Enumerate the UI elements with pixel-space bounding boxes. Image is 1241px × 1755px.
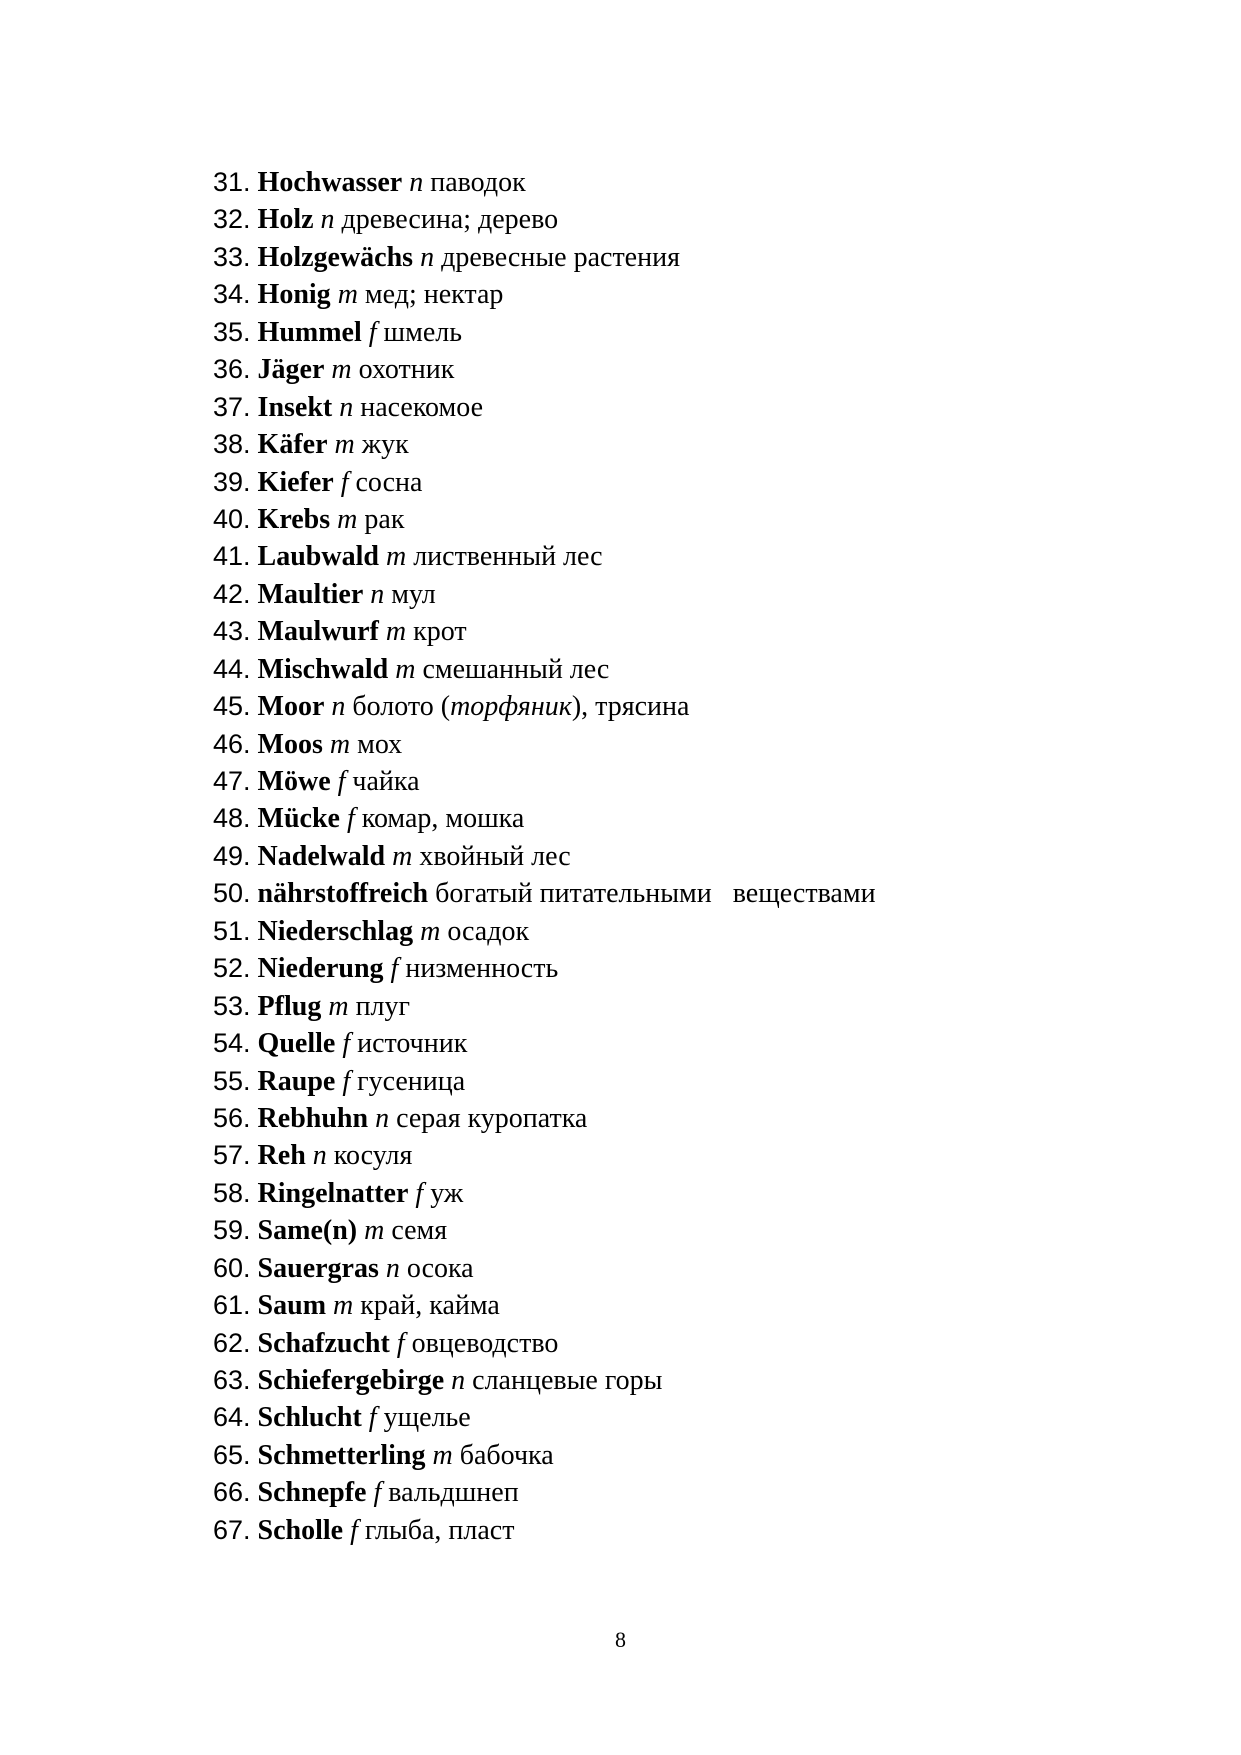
russian-translation: мул: [391, 578, 436, 610]
gender-marker: m: [392, 840, 413, 872]
russian-translation: гусеница: [357, 1065, 466, 1097]
german-word: Nadelwald: [257, 840, 386, 872]
german-word: Honig: [257, 279, 331, 311]
german-word: Niederschlag: [257, 915, 414, 947]
vocab-entry: [213, 1287, 876, 1324]
vocab-entry: [213, 538, 876, 575]
entry-number: 43.: [213, 616, 251, 647]
russian-translation: охотник: [358, 354, 455, 386]
entry-number: 44.: [213, 653, 251, 684]
entry-number: 42.: [213, 578, 251, 609]
gender-marker: n: [312, 1140, 327, 1172]
gender-marker: f: [415, 1177, 424, 1209]
gender-marker: m: [364, 1215, 385, 1247]
russian-translation: богатый питательными веществами: [435, 878, 876, 910]
russian-translation: уж: [430, 1177, 464, 1209]
gender-marker: n: [331, 691, 346, 723]
gender-marker: m: [385, 541, 407, 573]
vocab-entry: [213, 1325, 876, 1362]
gender-marker: f: [342, 1065, 351, 1097]
vocab-entry: [213, 351, 876, 388]
russian-translation: лиственный лес: [413, 541, 603, 573]
russian-translation: осадок: [447, 915, 530, 947]
russian-translation: насекомое: [360, 391, 483, 423]
vocab-entry: [213, 239, 876, 276]
entry-number: 59.: [213, 1215, 251, 1246]
russian-translation: серая куропатка: [396, 1102, 588, 1134]
gender-marker: n: [370, 578, 385, 610]
entry-number: 40.: [213, 503, 251, 534]
vocab-entry: [213, 1250, 876, 1287]
russian-translation: низменность: [405, 953, 559, 985]
vocab-entry: [213, 688, 876, 725]
entry-number: 49.: [213, 840, 251, 871]
german-word: Rebhuhn: [257, 1102, 369, 1134]
german-word: Moos: [257, 728, 323, 760]
vocab-entry: [213, 164, 876, 201]
german-word: Raupe: [257, 1065, 336, 1097]
german-word: Maulwurf: [257, 616, 379, 648]
entry-number: 54.: [213, 1028, 251, 1059]
vocab-entry: [213, 1175, 876, 1212]
german-word: Moor: [257, 691, 325, 723]
gender-marker: m: [329, 728, 351, 760]
german-word: nährstoffreich: [257, 878, 429, 910]
entry-number: 45.: [213, 691, 251, 722]
german-word: Holz: [257, 204, 314, 236]
vocab-entry: [213, 1100, 876, 1137]
entry-number: 41.: [213, 541, 251, 572]
vocabulary-list: [213, 164, 876, 1549]
german-word: Hummel: [257, 316, 362, 348]
vocab-entry: [213, 800, 876, 837]
entry-number: 50.: [213, 878, 251, 909]
german-word: Niederung: [257, 953, 384, 985]
german-word: Pflug: [257, 990, 322, 1022]
german-word: Reh: [257, 1140, 306, 1172]
gender-marker: f: [390, 953, 399, 985]
entry-number: 39.: [213, 466, 251, 497]
vocab-entry: [213, 426, 876, 463]
german-word: Hochwasser: [257, 167, 403, 198]
gender-marker: f: [396, 1327, 405, 1359]
entry-number: 34.: [213, 279, 251, 310]
vocab-entry: [213, 1362, 876, 1399]
german-word: Schmetterling: [257, 1439, 426, 1471]
german-word: Laubwald: [257, 541, 379, 573]
german-word: Insekt: [257, 391, 333, 423]
entry-number: 65.: [213, 1439, 251, 1470]
russian-translation: древесина; дерево: [341, 204, 559, 236]
page-number: 8: [615, 1627, 626, 1652]
entry-number: 31.: [213, 167, 251, 197]
entry-number: 51.: [213, 915, 251, 946]
gender-marker: n: [451, 1365, 466, 1396]
vocab-entry: [213, 1512, 876, 1549]
german-word: Schnepfe: [257, 1477, 367, 1509]
vocab-entry: [213, 1437, 876, 1474]
vocab-entry: [213, 501, 876, 538]
gender-marker: f: [368, 1402, 377, 1434]
entry-number: 55.: [213, 1065, 251, 1096]
german-word: Kiefer: [257, 466, 334, 498]
vocab-entry: [213, 1399, 876, 1436]
russian-translation: комар, мошка: [361, 803, 525, 835]
russian-translation: мох: [357, 728, 403, 760]
gender-marker: m: [337, 503, 358, 535]
russian-translation: косуля: [333, 1140, 413, 1172]
german-word: Holzgewächs: [257, 241, 414, 273]
vocab-entry: [213, 651, 876, 688]
russian-translation: смешанный лес: [422, 653, 610, 685]
gender-marker: n: [339, 391, 354, 423]
entry-number: 63.: [213, 1365, 251, 1395]
gender-marker: f: [350, 1514, 358, 1546]
gender-marker: n: [375, 1102, 390, 1134]
russian-translation: ), трясина: [571, 691, 690, 723]
entry-number: 56.: [213, 1102, 251, 1133]
vocab-entry: [213, 950, 876, 987]
vocab-entry: [213, 1212, 876, 1249]
entry-number: 36.: [213, 354, 251, 385]
gender-marker: m: [385, 616, 407, 648]
entry-number: 33.: [213, 241, 251, 272]
russian-translation: ущелье: [383, 1402, 471, 1434]
russian-translation: сланцевые горы: [472, 1365, 663, 1396]
gender-marker: m: [334, 429, 355, 461]
entry-number: 66.: [213, 1477, 251, 1508]
entry-number: 60.: [213, 1252, 251, 1283]
vocab-entry: [213, 276, 876, 313]
german-word: Käfer: [257, 429, 328, 461]
german-word: Scholle: [257, 1514, 344, 1546]
russian-translation: бабочка: [459, 1439, 554, 1471]
russian-translation: осока: [406, 1252, 474, 1284]
vocab-entry: [213, 913, 876, 950]
gender-marker: f: [368, 316, 377, 348]
gender-marker: m: [420, 915, 441, 947]
vocab-entry: [213, 464, 876, 501]
entry-number: 47.: [213, 766, 251, 796]
entry-number: 64.: [213, 1402, 251, 1433]
russian-translation: торфяник: [450, 691, 572, 723]
german-word: Same(n): [257, 1215, 358, 1247]
gender-marker: m: [337, 279, 358, 311]
german-word: Saum: [257, 1290, 327, 1322]
russian-translation: сосна: [355, 466, 423, 498]
russian-translation: хвойный лес: [419, 840, 571, 872]
vocab-entry: [213, 314, 876, 351]
gender-marker: n: [320, 204, 335, 236]
russian-translation: чайка: [352, 766, 420, 797]
entry-number: 37.: [213, 391, 251, 422]
entry-number: 35.: [213, 316, 251, 347]
vocab-entry: [213, 389, 876, 426]
german-word: Sauergras: [257, 1252, 379, 1284]
russian-translation: вальдшнеп: [388, 1477, 519, 1509]
vocab-entry: [213, 763, 876, 800]
vocab-entry: [213, 726, 876, 763]
german-word: Schlucht: [257, 1402, 362, 1434]
russian-translation: жук: [361, 429, 409, 461]
gender-marker: f: [337, 766, 346, 797]
entry-number: 67.: [213, 1514, 251, 1545]
russian-translation: паводок: [430, 167, 526, 198]
gender-marker: m: [328, 990, 349, 1022]
german-word: Ringelnatter: [257, 1177, 409, 1209]
german-word: Mischwald: [257, 653, 389, 685]
vocab-entry: [213, 1063, 876, 1100]
gender-marker: m: [331, 354, 352, 386]
gender-marker: m: [333, 1290, 354, 1322]
entry-number: 32.: [213, 204, 251, 235]
entry-number: 53.: [213, 990, 251, 1021]
russian-translation: край, кайма: [360, 1290, 500, 1322]
entry-number: 61.: [213, 1290, 251, 1321]
gender-marker: f: [346, 803, 355, 835]
entry-number: 48.: [213, 803, 251, 834]
german-word: Möwe: [257, 766, 331, 797]
entry-number: 57.: [213, 1140, 251, 1171]
gender-marker: f: [342, 1028, 351, 1060]
german-word: Krebs: [257, 503, 331, 535]
vocab-entry: [213, 875, 876, 912]
russian-translation: болото (: [352, 691, 451, 723]
gender-marker: m: [432, 1439, 453, 1471]
gender-marker: f: [373, 1477, 382, 1509]
entry-number: 38.: [213, 429, 251, 460]
gender-marker: n: [409, 167, 424, 198]
vocab-entry: [213, 1474, 876, 1511]
german-word: Schiefergebirge: [257, 1365, 445, 1396]
russian-translation: рак: [364, 503, 405, 535]
german-word: Maultier: [257, 578, 364, 610]
russian-translation: овцеводство: [411, 1327, 559, 1359]
vocab-entry: [213, 576, 876, 613]
vocab-entry: [213, 988, 876, 1025]
gender-marker: f: [340, 466, 349, 498]
vocab-entry: [213, 1137, 876, 1174]
russian-translation: источник: [357, 1028, 468, 1060]
gender-marker: n: [385, 1252, 400, 1284]
russian-translation: семя: [391, 1215, 448, 1247]
vocab-entry: [213, 838, 876, 875]
gender-marker: n: [420, 241, 435, 273]
german-word: Schafzucht: [257, 1327, 390, 1359]
german-word: Jäger: [257, 354, 325, 386]
vocab-entry: [213, 1025, 876, 1062]
german-word: Mücke: [257, 803, 340, 835]
vocab-entry: [213, 613, 876, 650]
vocab-entry: [213, 201, 876, 238]
russian-translation: плуг: [355, 990, 411, 1022]
entry-number: 52.: [213, 953, 251, 984]
russian-translation: мед; нектар: [364, 279, 504, 311]
entry-number: 58.: [213, 1177, 251, 1208]
german-word: Quelle: [257, 1028, 336, 1060]
entry-number: 62.: [213, 1327, 251, 1358]
russian-translation: крот: [413, 616, 467, 648]
gender-marker: m: [395, 653, 416, 685]
russian-translation: глыба, пласт: [364, 1514, 515, 1546]
russian-translation: шмель: [383, 316, 462, 348]
russian-translation: древесные растения: [441, 241, 680, 273]
entry-number: 46.: [213, 728, 251, 759]
